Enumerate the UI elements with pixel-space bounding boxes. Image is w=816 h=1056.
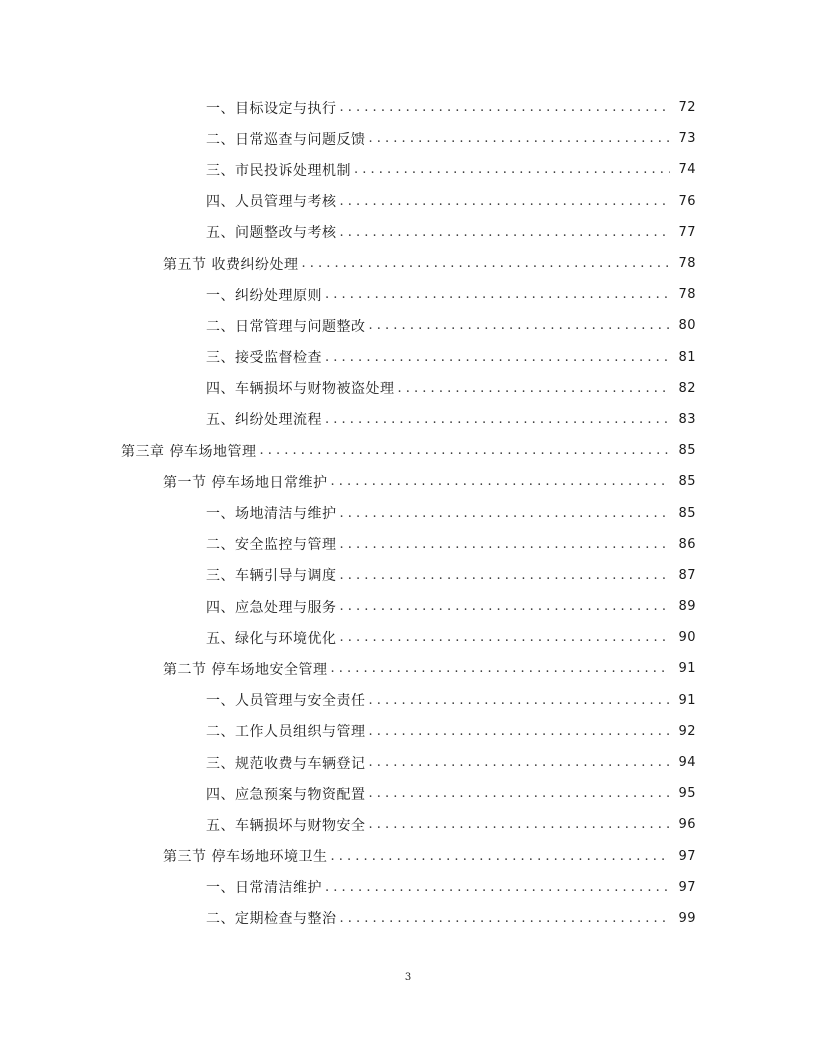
toc-entry[interactable]	[0, 217, 816, 248]
toc-entry[interactable]	[0, 591, 816, 622]
toc-entry[interactable]	[0, 92, 816, 123]
toc-entry[interactable]	[0, 279, 816, 310]
toc-entry[interactable]	[0, 841, 816, 872]
toc-entry-title: 五、纠纷处理流程	[206, 412, 322, 429]
dot-leader	[369, 786, 671, 801]
toc-entry-page: 86	[678, 536, 696, 552]
dot-leader	[369, 318, 671, 333]
toc-entry-page: 97	[678, 848, 696, 864]
toc-entry-title: 一、纠纷处理原则	[206, 287, 322, 304]
dot-leader	[340, 194, 671, 209]
toc-entry-title: 四、车辆损坏与财物被盗处理	[206, 381, 395, 398]
toc-entry[interactable]	[0, 903, 816, 934]
toc-entry[interactable]	[0, 747, 816, 778]
toc-entry-page: 73	[678, 131, 696, 147]
dot-leader	[330, 661, 670, 676]
toc-entry-page: 89	[678, 599, 696, 615]
dot-leader	[369, 817, 671, 832]
dot-leader	[330, 849, 670, 864]
toc-entry-page: 77	[678, 224, 696, 240]
toc-entry-page: 99	[678, 910, 696, 926]
toc-entry-page: 85	[678, 474, 696, 490]
toc-entry-page: 76	[678, 193, 696, 209]
toc-entry-title: 二、日常管理与问题整改	[206, 318, 366, 335]
dot-leader	[369, 693, 671, 708]
dot-leader	[340, 537, 671, 552]
page-number: 3	[404, 972, 412, 983]
toc-entry-page: 78	[678, 256, 696, 272]
toc-entry[interactable]	[0, 809, 816, 840]
toc-entry-title: 三、车辆引导与调度	[206, 568, 337, 585]
toc-entry-title: 三、接受监督检查	[206, 350, 322, 367]
toc-entry-page: 87	[678, 567, 696, 583]
dot-leader	[340, 599, 671, 614]
toc-entry[interactable]	[0, 154, 816, 185]
toc-entry-page: 85	[678, 443, 696, 459]
toc-entry-title: 第三章 停车场地管理	[121, 443, 257, 460]
dot-leader	[301, 256, 670, 271]
toc-entry-page: 92	[678, 723, 696, 739]
toc-entry-title: 三、市民投诉处理机制	[206, 162, 351, 179]
dot-leader	[340, 225, 671, 240]
toc-entry[interactable]	[0, 778, 816, 809]
toc-entry[interactable]	[0, 123, 816, 154]
toc-entry-page: 91	[678, 661, 696, 677]
toc-entry[interactable]	[0, 435, 816, 466]
dot-leader	[330, 474, 670, 489]
toc-entry-title: 四、应急预案与物资配置	[206, 786, 366, 803]
toc-entry-page: 94	[678, 755, 696, 771]
toc-entry-page: 82	[678, 380, 696, 396]
toc-entry[interactable]	[0, 497, 816, 528]
toc-entry-title: 四、应急处理与服务	[206, 599, 337, 616]
dot-leader	[325, 350, 670, 365]
toc-entry[interactable]	[0, 373, 816, 404]
toc-entry-page: 96	[678, 817, 696, 833]
toc-entry[interactable]	[0, 716, 816, 747]
toc-entry[interactable]	[0, 404, 816, 435]
toc-entry[interactable]	[0, 248, 816, 279]
toc-entry-title: 第五节 收费纠纷处理	[163, 256, 299, 273]
dot-leader	[325, 412, 670, 427]
toc-entry-page: 85	[678, 505, 696, 521]
toc-entry-page: 83	[678, 411, 696, 427]
toc-entry-page: 95	[678, 786, 696, 802]
toc-entry[interactable]	[0, 685, 816, 716]
toc-entry[interactable]	[0, 466, 816, 497]
dot-leader	[398, 381, 671, 396]
toc-entry-page: 72	[678, 100, 696, 116]
toc-entry[interactable]	[0, 622, 816, 653]
toc-entry-page: 97	[678, 879, 696, 895]
toc-entry-title: 一、日常清洁维护	[206, 880, 322, 897]
dot-leader	[340, 911, 671, 926]
toc-entry[interactable]	[0, 342, 816, 373]
toc-entry-title: 第一节 停车场地日常维护	[163, 474, 328, 491]
dot-leader	[340, 506, 671, 521]
dot-leader	[340, 568, 671, 583]
toc-entry-title: 五、绿化与环境优化	[206, 630, 337, 647]
toc-entry-page: 90	[678, 630, 696, 646]
toc-entry[interactable]	[0, 872, 816, 903]
toc-entry-title: 第二节 停车场地安全管理	[163, 661, 328, 678]
toc-entry[interactable]	[0, 653, 816, 684]
dot-leader	[369, 755, 671, 770]
dot-leader	[354, 162, 670, 177]
toc-entry-title: 四、人员管理与考核	[206, 194, 337, 211]
toc-entry-title: 第三节 停车场地环境卫生	[163, 849, 328, 866]
toc-entry[interactable]	[0, 529, 816, 560]
dot-leader	[325, 880, 670, 895]
dot-leader	[325, 287, 670, 302]
toc-entry-title: 五、问题整改与考核	[206, 225, 337, 242]
toc-entry-title: 二、安全监控与管理	[206, 537, 337, 554]
toc-entry-title: 二、工作人员组织与管理	[206, 724, 366, 741]
dot-leader	[369, 724, 671, 739]
toc-entry[interactable]	[0, 186, 816, 217]
dot-leader	[340, 100, 671, 115]
toc-entry-page: 80	[678, 318, 696, 334]
toc-entry-title: 一、目标设定与执行	[206, 100, 337, 117]
toc-entry[interactable]	[0, 310, 816, 341]
toc-entry-page: 81	[678, 349, 696, 365]
toc-entry-title: 一、场地清洁与维护	[206, 506, 337, 523]
toc-entry-title: 五、车辆损坏与财物安全	[206, 817, 366, 834]
toc-entry[interactable]	[0, 560, 816, 591]
dot-leader	[259, 443, 670, 458]
toc-entry-title: 二、定期检查与整治	[206, 911, 337, 928]
toc-entry-title: 一、人员管理与安全责任	[206, 693, 366, 710]
dot-leader	[340, 630, 671, 645]
toc-entry-page: 74	[678, 162, 696, 178]
toc-entry-title: 三、规范收费与车辆登记	[206, 755, 366, 772]
toc-entry-title: 二、日常巡查与问题反馈	[206, 131, 366, 148]
toc-entry-page: 91	[678, 692, 696, 708]
table-of-contents	[0, 92, 816, 934]
toc-entry-page: 78	[678, 287, 696, 303]
dot-leader	[369, 131, 671, 146]
